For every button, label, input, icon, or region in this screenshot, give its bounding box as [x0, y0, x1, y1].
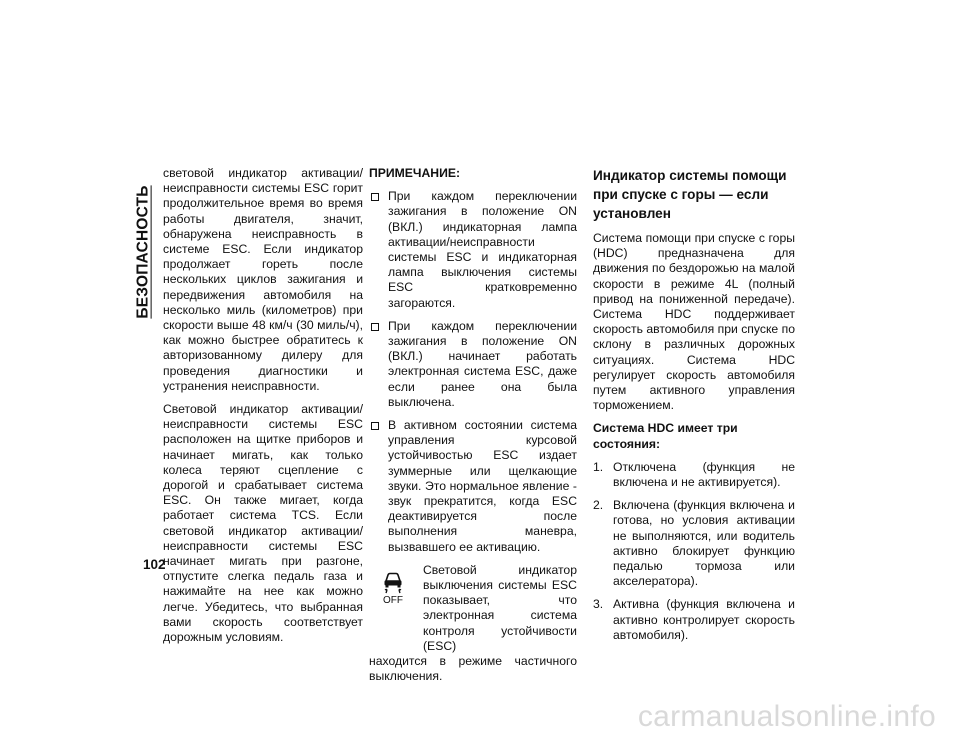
section-heading: Индикатор системы помощи при спуске с горы — если установлен — [593, 168, 787, 221]
page-number: 102 — [143, 557, 166, 572]
square-bullet-icon — [371, 323, 379, 331]
icon-description: Световой индикатор выключения системы ESC показывает, что электронная система контроля устойчивости (ESC) — [423, 562, 577, 653]
icon-description-continuation: находится в режиме частичного выключения. — [369, 654, 577, 684]
note-item-text: При каждом переключении зажигания в положение ON (ВКЛ.) начинает работать электронная система ESC, даже если ранее она была выключена. — [388, 318, 577, 409]
item-number: 1. — [593, 459, 604, 474]
note-item — [369, 319, 577, 410]
column-left — [163, 166, 363, 653]
item-number: 3. — [593, 597, 604, 612]
section-tab — [124, 172, 164, 332]
watermark: carmanualsonline.info — [637, 700, 936, 733]
column-middle — [369, 166, 577, 685]
item-text: Включена (функция включена и готова, но условия активации не выполняются, или водитель активно блокирует функцию педалью тормоза или акселератора). — [613, 498, 795, 589]
paragraph: Система помощи при спуске с горы (HDC) предназначена для движения по бездорожью на малой скорости в режиме 4L (полный привод на пониженной передаче). Система HDC поддерживает скорость автомобиля при спуске по склону в различных дорожных ситуациях. Система HDC регулирует скорость автомобиля путем активного управления торможением. — [593, 231, 795, 413]
item-text: Отключена (функция не включена и не активируется). — [613, 459, 795, 490]
square-bullet-icon — [371, 422, 379, 430]
esc-off-description — [369, 563, 577, 654]
note-title: ПРИМЕЧАНИЕ: — [369, 166, 461, 180]
esc-off-icon — [373, 569, 413, 609]
paragraph: Световой индикатор активации/неисправности системы ESC расположен на щитке приборов и начинает мигать, как только колеса теряют сцепление с дорогой и срабатывает система ESC. Он также мигает, когда работает система TCS. Если световой индикатор активации/неисправности системы ESC начинает мигать при разгоне, отпустите слегка педаль газа и нажимайте на нее как можно легче. Убедитесь, что выбранная вами скорость соответствует дорожным условиям. — [163, 402, 363, 645]
numbered-item — [593, 498, 795, 589]
square-bullet-icon — [371, 193, 379, 201]
note-item — [369, 418, 577, 555]
subheading: Система HDC имеет три состояния: — [593, 421, 738, 451]
numbered-item — [593, 597, 795, 643]
section-tab-label: БЕЗОПАСНОСТЬ — [135, 185, 152, 319]
column-right — [593, 166, 795, 651]
skidding-car-icon — [380, 569, 406, 595]
item-number: 2. — [593, 498, 604, 513]
item-text: Активна (функция включена и активно контролирует скорость автомобиля). — [613, 597, 795, 642]
note-item-text: В активном состоянии система управления курсовой устойчивостью ESC издает зуммерные или щелкающие звуки. Это нормальное явление - звук прекратится, когда ESC деактивируется после выполнения маневра, вызвавшего ее активацию. — [388, 418, 577, 554]
note-item-text: При каждом переключении зажигания в положение ON (ВКЛ.) индикаторная лампа активации/неисправности системы ESC и индикаторная лампа выключения системы ESC кратковременно загораются. — [388, 189, 577, 310]
icon-off-label: OFF — [383, 594, 403, 606]
numbered-item — [593, 460, 795, 490]
paragraph: световой индикатор активации/неисправности системы ESC горит продолжительное время во время работы двигателя, значит, обнаружена неисправность в системе ESC. Если индикатор продолжает гореть после нескольких циклов зажигания и передвижения автомобиля на несколько миль (километров) при скорости выше 48 км/ч (30 миль/ч), как можно быстрее обратитесь к авторизованному дилеру для проведения диагностики и устранения неисправности. — [163, 166, 363, 393]
note-item — [369, 189, 577, 311]
